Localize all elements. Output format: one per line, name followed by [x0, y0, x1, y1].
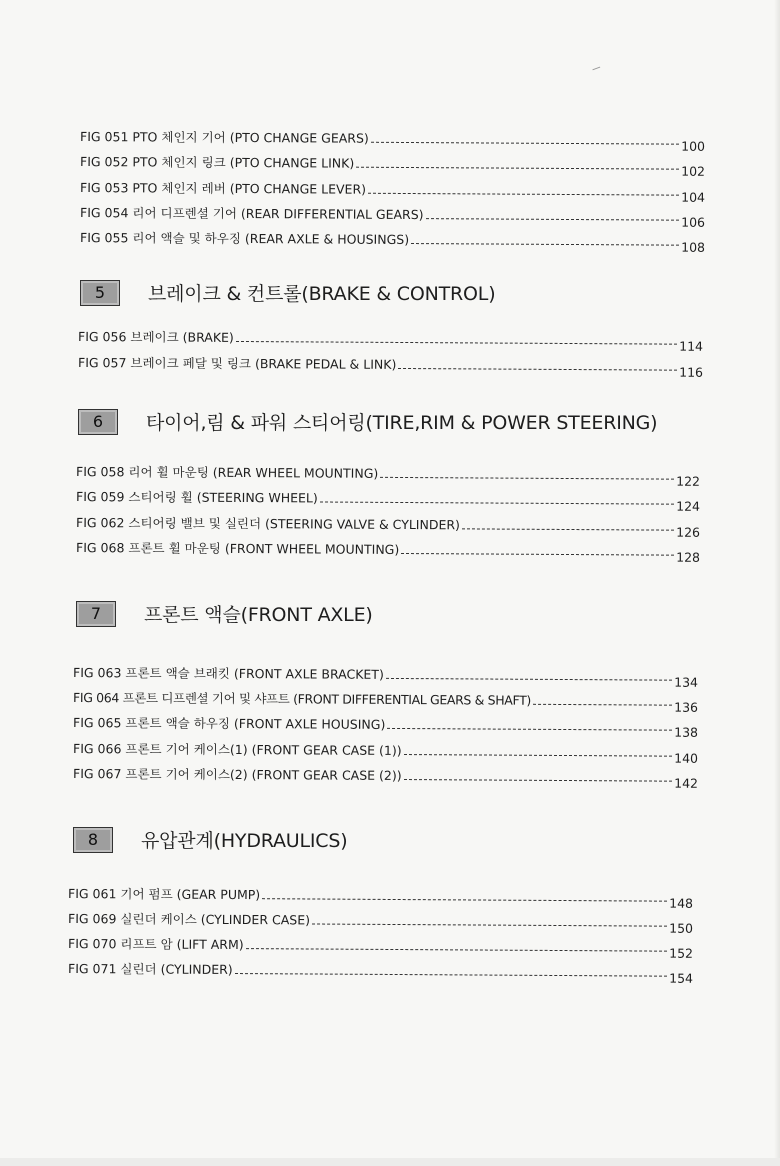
toc-leader — [462, 528, 674, 530]
toc-leader — [246, 948, 668, 952]
toc-entry-title: FIG 055 리어 액슬 및 하우징 (REAR AXLE & HOUSINGS) — [80, 230, 410, 248]
toc-entry-title: FIG 057 브레이크 페달 및 링크 (BRAKE PEDAL & LINK) — [78, 355, 397, 372]
section-number-box: 7 — [76, 601, 116, 627]
toc-leader — [398, 368, 677, 371]
toc-entry-page: 150 — [669, 920, 694, 936]
toc-entry-page: 140 — [674, 750, 699, 766]
toc-leader — [235, 973, 667, 977]
toc-entry-title: FIG 061 기어 펌프 (GEAR PUMP) — [68, 886, 261, 903]
toc-entry — [76, 514, 701, 540]
page-bottom-edge — [0, 1158, 780, 1166]
toc-entry-title: FIG 067 프론트 기어 케이스(2) (FRONT GEAR CASE (2)) — [73, 766, 402, 784]
toc-entry — [68, 935, 694, 961]
toc-entry-page: 142 — [674, 775, 699, 791]
toc-entry-title: FIG 064 프론트 디프렌셜 기어 및 샤프트 (FRONT DIFFERENTIAL GEARS & SHAFT) — [73, 690, 532, 708]
section-number-box: 6 — [78, 409, 118, 435]
toc-entry — [76, 463, 701, 489]
toc-leader — [387, 728, 672, 731]
toc-entry-title: FIG 052 PTO 체인지 링크 (PTO CHANGE LINK) — [80, 154, 355, 171]
toc-entry — [78, 328, 704, 354]
toc-entry-page: 126 — [676, 524, 701, 540]
toc-leader — [380, 477, 674, 480]
toc-entry-title: FIG 065 프론트 액슬 하우징 (FRONT AXLE HOUSING) — [73, 715, 386, 732]
scan-mark — [592, 65, 601, 71]
toc-entry-page: 136 — [674, 699, 699, 715]
toc-entry-page: 124 — [676, 498, 701, 514]
toc-entry — [68, 885, 694, 911]
toc-entry-page: 104 — [681, 189, 706, 205]
toc-entry — [80, 128, 706, 154]
toc-entry-page: 148 — [669, 895, 694, 911]
toc-leader — [533, 704, 672, 706]
section-heading — [80, 279, 495, 306]
toc-entry-title: FIG 062 스티어링 밸브 및 실린더 (STEERING VALVE & CYLINDER) — [76, 515, 460, 533]
toc-entry — [73, 714, 699, 740]
toc-entry — [68, 960, 694, 986]
toc-entry-page: 106 — [681, 214, 706, 230]
toc-leader — [386, 678, 672, 681]
toc-entry — [68, 910, 694, 936]
toc-entry-page: 154 — [669, 970, 694, 986]
toc-entry-title: FIG 070 리프트 암 (LIFT ARM) — [68, 936, 244, 953]
section-number-box: 5 — [80, 280, 120, 306]
toc-leader — [401, 553, 674, 556]
toc-entry-page: 116 — [679, 364, 704, 380]
toc-entry-title: FIG 054 리어 디프렌셜 기어 (REAR DIFFERENTIAL GEARS) — [80, 205, 424, 223]
toc-entry-page: 108 — [681, 239, 706, 255]
toc-entry-title: FIG 056 브레이크 (BRAKE) — [78, 329, 234, 345]
toc-leader — [262, 898, 667, 901]
toc-leader — [320, 501, 674, 504]
toc-leader — [404, 779, 673, 782]
toc-entry-page: 102 — [681, 163, 706, 179]
toc-entry — [76, 488, 701, 514]
toc-entry-page: 114 — [679, 338, 704, 354]
toc-entry-title: FIG 051 PTO 체인지 기어 (PTO CHANGE GEARS) — [80, 129, 369, 146]
toc-entry — [78, 354, 704, 380]
section-title: 브레이크 & 컨트롤(BRAKE & CONTROL) — [148, 283, 496, 305]
section-title: 유압관계(HYDRAULICS) — [141, 830, 348, 852]
toc-entry — [73, 740, 699, 766]
page-edge-shadow — [774, 0, 780, 1166]
toc-leader — [371, 142, 679, 145]
toc-entry-page: 100 — [681, 138, 706, 154]
toc-entry-page: 134 — [674, 674, 699, 690]
section-number-box: 8 — [73, 827, 113, 853]
toc-entry-title: FIG 068 프론트 휠 마운팅 (FRONT WHEEL MOUNTING) — [76, 540, 400, 557]
toc-entry — [73, 765, 699, 791]
toc-entry — [76, 539, 701, 565]
toc-leader — [426, 218, 680, 221]
toc-leader — [236, 341, 677, 345]
section-heading — [78, 408, 657, 435]
toc-entry-page: 128 — [676, 549, 701, 565]
section-title: 프론트 액슬(FRONT AXLE) — [144, 604, 373, 626]
toc-entry — [80, 204, 706, 230]
toc-entry-title: FIG 066 프론트 기어 케이스(1) (FRONT GEAR CASE (1)) — [73, 741, 402, 759]
toc-entry-title: FIG 071 실린더 (CYLINDER) — [68, 961, 233, 978]
toc-entry — [80, 229, 706, 255]
toc-entry-title: FIG 059 스티어링 휠 (STEERING WHEEL) — [76, 489, 318, 506]
toc-entry — [73, 664, 699, 690]
toc-entry-title: FIG 069 실린더 케이스 (CYLINDER CASE) — [68, 911, 311, 928]
toc-entry-page: 152 — [669, 945, 694, 961]
toc-entry — [80, 179, 706, 205]
toc-entry-page: 122 — [676, 473, 701, 489]
toc-entry-title: FIG 063 프론트 액슬 브래킷 (FRONT AXLE BRACKET) — [73, 665, 384, 682]
toc-entry — [73, 689, 699, 715]
toc-leader — [368, 193, 679, 196]
toc-entry-title: FIG 053 PTO 체인지 레버 (PTO CHANGE LEVER) — [80, 180, 367, 197]
section-heading — [73, 826, 347, 853]
toc-entry — [80, 153, 706, 179]
section-title: 타이어,림 & 파워 스티어링(TIRE,RIM & POWER STEERING) — [146, 412, 658, 434]
toc-entry-page: 138 — [674, 724, 699, 740]
toc-leader — [356, 167, 679, 170]
toc-leader — [411, 243, 679, 246]
toc-leader — [312, 923, 667, 926]
toc-entry-title: FIG 058 리어 휠 마운팅 (REAR WHEEL MOUNTING) — [76, 464, 379, 481]
section-heading — [76, 600, 373, 627]
toc-leader — [404, 754, 673, 757]
